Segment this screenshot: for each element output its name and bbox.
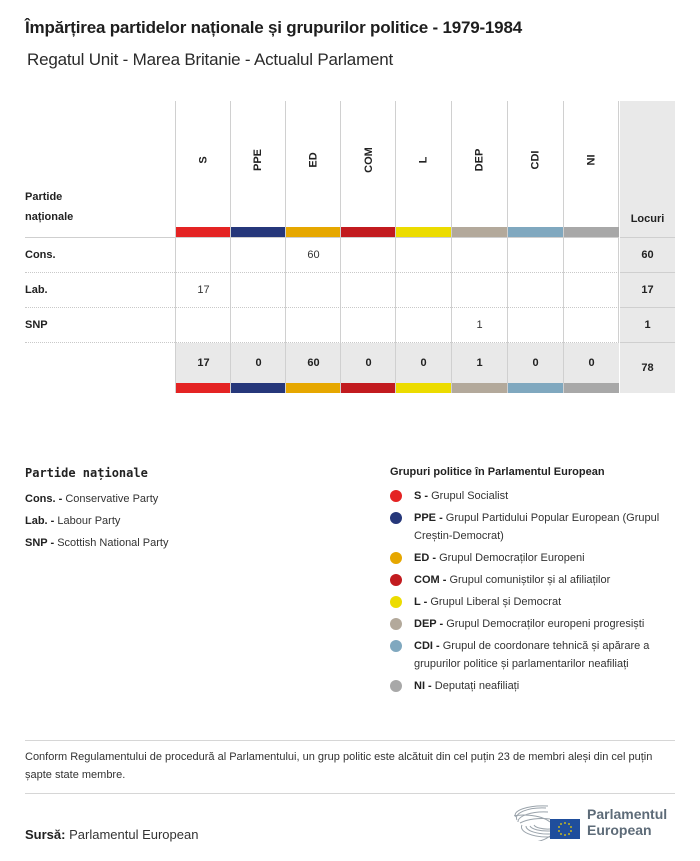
page-subtitle: Regatul Unit - Marea Britanie - Actualul Parlament [27, 50, 394, 69]
total-dep: 1 [476, 357, 483, 369]
row-header-line2: naționale [25, 211, 74, 223]
color-bar-ed [286, 227, 341, 237]
color-bar-com-bottom [341, 383, 396, 393]
row-seats: 1 [644, 319, 651, 331]
column-header-cdi: CDI [529, 150, 542, 170]
cell [176, 308, 231, 343]
table-row [25, 308, 675, 343]
legend-group-item: DEP - Grupul Democraților europeni progresiști [390, 615, 690, 633]
european-parliament-logo [514, 803, 679, 841]
cell: 60 [307, 249, 320, 261]
footnote: Conform Regulamentului de procedură al Parlamentului, un grup politic este alcătuit din cel puțin 23 de membri aleși din cel puțin șapte state membre. [25, 751, 653, 781]
legend-groups-title: Grupuri politice în Parlamentul European [390, 466, 605, 478]
color-bar-ni [564, 227, 619, 237]
cell [508, 308, 563, 343]
column-header-ni: NI [585, 154, 598, 166]
cell [452, 273, 507, 308]
row-header-line1: Partide [25, 191, 63, 203]
column-header-dep: DEP [473, 148, 486, 172]
cell [231, 308, 286, 343]
cell [452, 238, 507, 273]
divider [25, 793, 675, 794]
color-bar-ni-bottom [564, 383, 619, 393]
legend-group-item: ED - Grupul Democraților Europeni [390, 549, 690, 567]
total-ppe: 0 [255, 357, 262, 369]
page-title: Împărțirea partidelor naționale și grupurilor politice - 1979-1984 [25, 18, 522, 37]
column-header-s: S [197, 156, 210, 164]
column-header-l: L [417, 156, 430, 164]
cell [231, 273, 286, 308]
party-name: Lab. [25, 284, 48, 296]
cell [341, 238, 396, 273]
column-header-ppe: PPE [252, 148, 265, 172]
color-bar-dep-bottom [452, 383, 507, 393]
color-bar-l [396, 227, 451, 237]
cell [564, 308, 619, 343]
cell [231, 238, 286, 273]
cell: 17 [197, 284, 210, 296]
total-cdi: 0 [532, 357, 539, 369]
legend-group-item: CDI - Grupul de coordonare tehnică și apărare a grupurilor politice și parlamentarilor neafiliați [390, 637, 690, 673]
total-l: 0 [420, 357, 427, 369]
divider [25, 740, 675, 741]
cell [564, 273, 619, 308]
logo-text: Parlamentul European [587, 806, 668, 838]
cell [396, 308, 451, 343]
row-header [25, 187, 73, 227]
table-row [25, 238, 675, 273]
party-name: Cons. [25, 249, 56, 261]
circle-icon [390, 512, 402, 524]
legend-parties-title: Partide naționale [25, 466, 148, 480]
color-bar-l-bottom [396, 383, 451, 393]
cell [341, 273, 396, 308]
color-bar-ppe [231, 227, 286, 237]
cell [396, 238, 451, 273]
legend-national-parties [25, 466, 168, 554]
legend-group-item: COM - Grupul comuniștilor și al afiliaților [390, 571, 690, 589]
table-row [25, 273, 675, 308]
circle-icon [390, 618, 402, 630]
cell [341, 308, 396, 343]
hemicycle-icon [514, 803, 584, 841]
color-bar-cdi [508, 227, 563, 237]
legend-party-item: Cons. - Conservative Party [25, 493, 159, 505]
circle-icon [390, 640, 402, 652]
cell [286, 308, 341, 343]
color-bar-s-bottom [176, 383, 231, 393]
color-bar-com [341, 227, 396, 237]
total-s: 17 [197, 357, 210, 369]
circle-icon [390, 680, 402, 692]
party-name: SNP [25, 319, 48, 331]
cell [176, 238, 231, 273]
row-seats: 60 [641, 249, 654, 261]
legend-party-item: Lab. - Labour Party [25, 515, 121, 527]
source-line: Sursă: Parlamentul European [25, 827, 199, 842]
legend-political-groups [390, 466, 690, 699]
distribution-table [25, 101, 675, 393]
row-seats: 17 [641, 284, 654, 296]
total-com: 0 [365, 357, 372, 369]
total-ed: 60 [307, 357, 320, 369]
color-bar-s [176, 227, 231, 237]
circle-icon [390, 552, 402, 564]
column-header-ed: ED [307, 152, 320, 168]
total-ni: 0 [588, 357, 595, 369]
seats-header: Locuri [630, 213, 665, 225]
color-bar-dep [452, 227, 507, 237]
circle-icon [390, 490, 402, 502]
cell [564, 238, 619, 273]
cell [286, 273, 341, 308]
color-bar-cdi-bottom [508, 383, 563, 393]
legend-group-item: PPE - Grupul Partidului Popular European (Grupul Creștin-Democrat) [390, 509, 690, 545]
cell [396, 273, 451, 308]
legend-party-item: SNP - Scottish National Party [25, 537, 169, 549]
legend-group-item: NI - Deputați neafiliați [390, 677, 690, 695]
grand-total-seats: 78 [641, 362, 654, 374]
cell [508, 273, 563, 308]
circle-icon [390, 574, 402, 586]
color-bar-ppe-bottom [231, 383, 286, 393]
cell: 1 [476, 319, 483, 331]
circle-icon [390, 596, 402, 608]
legend-group-item: L - Grupul Liberal și Democrat [390, 593, 690, 611]
legend-group-item: S - Grupul Socialist [390, 487, 690, 505]
column-header-com: COM [362, 147, 375, 173]
cell [508, 238, 563, 273]
color-bar-ed-bottom [286, 383, 341, 393]
